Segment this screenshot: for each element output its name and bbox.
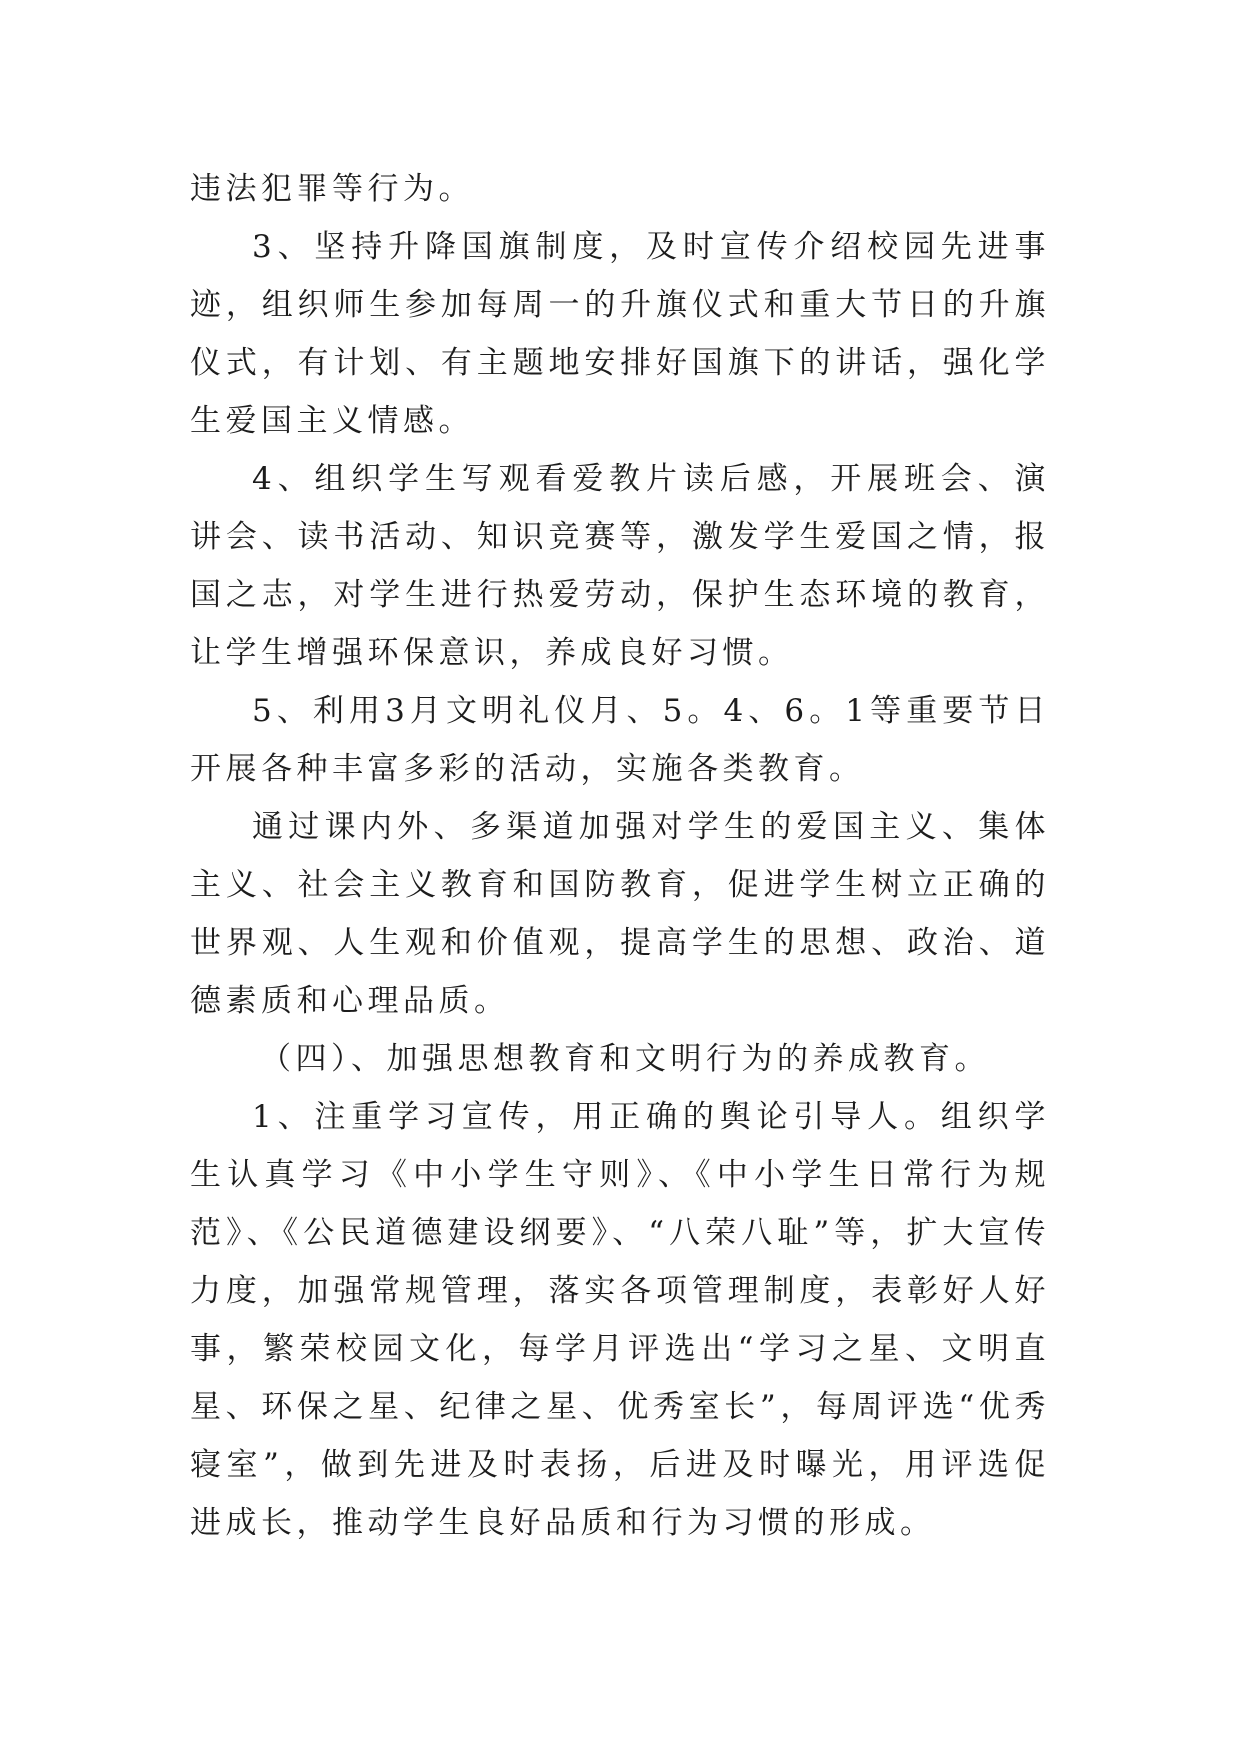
document-body [190, 160, 1050, 1552]
paragraph-item-5: 5、利用3月文明礼仪月、5。4、6。1等重要节日开展各种丰富多彩的活动，实施各类教育。 [190, 693, 1050, 787]
paragraph-summary: 通过课内外、多渠道加强对学生的爱国主义、集体主义、社会主义教育和国防教育，促进学生树立正确的世界观、人生观和价值观，提高学生的思想、政治、道德素质和心理品质。 [190, 809, 1050, 1019]
section-heading: （四）、加强思想教育和文明行为的养成教育。 [260, 1041, 990, 1077]
paragraph-continuation: 违法犯罪等行为。 [190, 171, 474, 207]
paragraph-item-3: 3、坚持升降国旗制度，及时宣传介绍校园先进事迹，组织师生参加每周一的升旗仪式和重大节日的升旗仪式，有计划、有主题地安排好国旗下的讲话，强化学生爱国主义情感。 [190, 229, 1050, 439]
paragraph-item-4: 4、组织学生写观看爱教片读后感，开展班会、演讲会、读书活动、知识竞赛等，激发学生爱国之情，报国之志，对学生进行热爱劳动，保护生态环境的教育，让学生增强环保意识，养成良好习惯。 [190, 461, 1050, 671]
paragraph-item-1: 1、注重学习宣传，用正确的舆论引导人。组织学生认真学习《中小学生守则》、《中小学生日常行为规范》、《公民道德建设纲要》、“八荣八耻”等，扩大宣传力度，加强常规管理，落实各项管理制度，表彰好人好事，繁荣校园文化，每学月评选出“学习之星、文明直星、环保之星、纪律之星、优秀室长”，每周评选“优秀寝室”，做到先进及时表扬，后进及时曝光，用评选促进成长，推动学生良好品质和行为习惯的形成。 [190, 1099, 1050, 1541]
